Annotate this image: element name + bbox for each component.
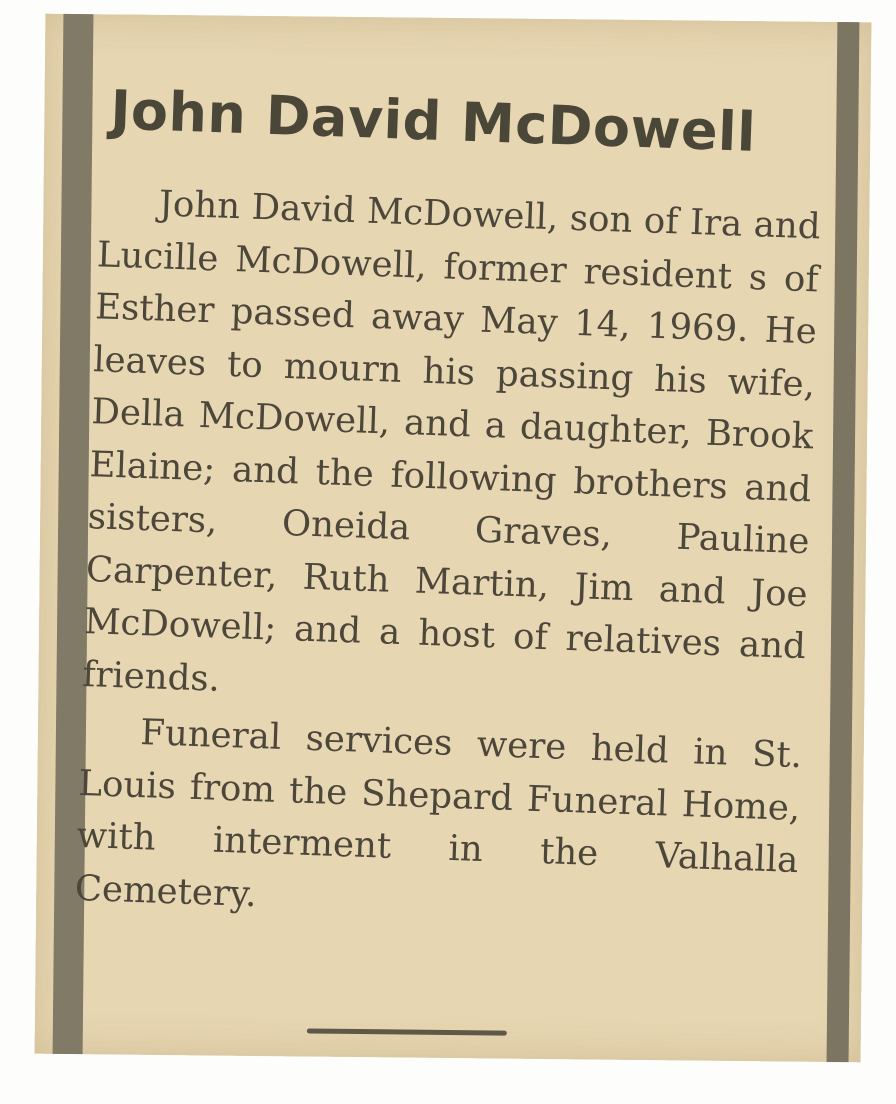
obituary-headline: John David McDowell (109, 78, 758, 164)
newspaper-clipping (35, 14, 872, 1063)
obituary-paragraph-1: John David McDowell, son of Ira and Lucille McDowell, former resident s of Esther passed away May 14, 1969. He leaves to mourn his passing his wife, Della McDowell, and a daughter, Brook Elaine; and the following brothers and sisters, Oneida Graves, Pauline Carpenter, Ruth Martin, Jim and Joe McDowell; and a host of relatives and friends. (81, 183, 822, 700)
closing-rule (307, 1028, 507, 1035)
obituary-paragraph-2: Funeral services were held in St. Louis from the Shepard Funeral Home, with interment in the Valhalla Cemetery. (74, 712, 803, 915)
obituary-body (74, 176, 821, 940)
right-column-rule (827, 22, 860, 1062)
